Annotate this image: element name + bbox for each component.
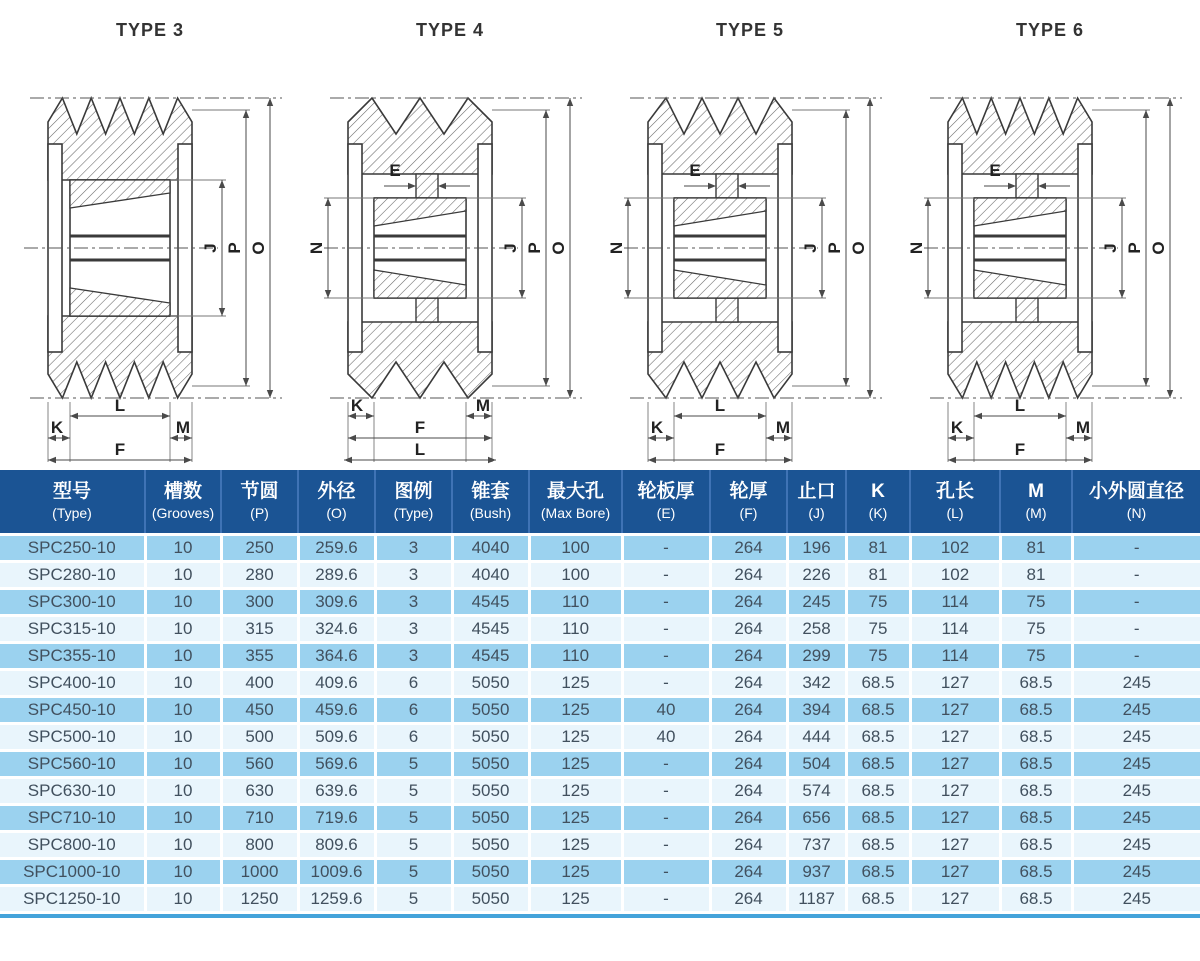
cell: SPC500-10	[0, 723, 145, 750]
cell: 110	[529, 642, 622, 669]
column-header: 锥套 (Bush)	[452, 470, 529, 534]
diagram-title: TYPE 3	[115, 20, 185, 40]
diagram-title: TYPE 4	[415, 20, 485, 40]
svg-text:L: L	[1014, 396, 1026, 415]
cell: 125	[529, 723, 622, 750]
cell: 245	[787, 588, 846, 615]
cell: 264	[710, 858, 787, 885]
pulley-diagram-type-4	[300, 0, 600, 470]
cell: 125	[529, 804, 622, 831]
cell: -	[622, 669, 710, 696]
cell: 264	[710, 642, 787, 669]
cell: 569.6	[298, 750, 375, 777]
cell: -	[622, 561, 710, 588]
cell: 75	[1000, 615, 1072, 642]
pulley-drawing-type-5	[600, 48, 900, 468]
cell: -	[622, 534, 710, 561]
cell: 125	[529, 777, 622, 804]
pulley-cross-section-drawing	[300, 48, 600, 468]
table-row	[0, 804, 1200, 831]
cell: 280	[221, 561, 298, 588]
cell: 1000	[221, 858, 298, 885]
cell: 114	[910, 588, 1000, 615]
svg-text:N: N	[607, 241, 626, 255]
cell: 300	[221, 588, 298, 615]
cell: 68.5	[846, 696, 910, 723]
cell: 81	[1000, 534, 1072, 561]
svg-text:O: O	[249, 241, 268, 255]
cell: 10	[145, 804, 221, 831]
cell: SPC710-10	[0, 804, 145, 831]
cell: SPC250-10	[0, 534, 145, 561]
cell: 81	[846, 561, 910, 588]
svg-text:E: E	[989, 161, 1001, 180]
cell: 75	[1000, 588, 1072, 615]
cell: 6	[375, 696, 452, 723]
cell: 125	[529, 885, 622, 912]
cell: 264	[710, 885, 787, 912]
svg-text:O: O	[1149, 241, 1168, 255]
cell: 264	[710, 777, 787, 804]
cell: 245	[1072, 858, 1200, 885]
pulley-drawing-type-6	[900, 48, 1200, 468]
cell: 5050	[452, 750, 529, 777]
cell: 264	[710, 804, 787, 831]
svg-text:N: N	[907, 241, 926, 255]
pulley-diagram-type-6	[900, 0, 1200, 470]
spec-table	[0, 470, 1200, 918]
cell: 68.5	[1000, 858, 1072, 885]
cell: 68.5	[846, 777, 910, 804]
cell: 68.5	[1000, 750, 1072, 777]
cell: 5050	[452, 723, 529, 750]
column-header: 轮板厚 (E)	[622, 470, 710, 534]
cell: 68.5	[1000, 669, 1072, 696]
cell: 324.6	[298, 615, 375, 642]
table-row	[0, 858, 1200, 885]
diagram-strip	[0, 0, 1200, 470]
pulley-spec-table	[0, 470, 1200, 914]
cell: 264	[710, 669, 787, 696]
cell: 1009.6	[298, 858, 375, 885]
cell: 40	[622, 723, 710, 750]
cell: 719.6	[298, 804, 375, 831]
column-header: 轮厚 (F)	[710, 470, 787, 534]
cell: 264	[710, 723, 787, 750]
cell: 68.5	[1000, 696, 1072, 723]
cell: -	[1072, 615, 1200, 642]
cell: 68.5	[846, 831, 910, 858]
cell: 5	[375, 831, 452, 858]
cell: -	[1072, 561, 1200, 588]
cell: 710	[221, 804, 298, 831]
cell: SPC280-10	[0, 561, 145, 588]
table-row	[0, 777, 1200, 804]
table-row	[0, 534, 1200, 561]
cell: -	[1072, 534, 1200, 561]
cell: 245	[1072, 669, 1200, 696]
table-row	[0, 561, 1200, 588]
cell: 299	[787, 642, 846, 669]
cell: -	[622, 615, 710, 642]
svg-text:P: P	[825, 242, 844, 254]
cell: 4545	[452, 615, 529, 642]
pulley-drawing-type-3	[0, 48, 300, 468]
svg-text:M: M	[1075, 418, 1091, 437]
cell: 10	[145, 561, 221, 588]
cell: 355	[221, 642, 298, 669]
cell: 10	[145, 615, 221, 642]
cell: SPC1000-10	[0, 858, 145, 885]
svg-text:N: N	[307, 241, 326, 255]
cell: 127	[910, 696, 1000, 723]
cell: 127	[910, 723, 1000, 750]
cell: SPC300-10	[0, 588, 145, 615]
cell: 250	[221, 534, 298, 561]
svg-text:M: M	[475, 396, 491, 415]
cell: 10	[145, 777, 221, 804]
cell: 114	[910, 642, 1000, 669]
cell: SPC1250-10	[0, 885, 145, 912]
cell: 1250	[221, 885, 298, 912]
cell: -	[622, 858, 710, 885]
cell: 5050	[452, 804, 529, 831]
cell: 81	[846, 534, 910, 561]
cell: 10	[145, 669, 221, 696]
cell: 4545	[452, 588, 529, 615]
column-header: 节圆 (P)	[221, 470, 298, 534]
cell: 258	[787, 615, 846, 642]
cell: 656	[787, 804, 846, 831]
cell: 5050	[452, 669, 529, 696]
cell: 125	[529, 831, 622, 858]
cell: 226	[787, 561, 846, 588]
cell: 5	[375, 750, 452, 777]
cell: 10	[145, 696, 221, 723]
cell: 5050	[452, 696, 529, 723]
cell: 5	[375, 858, 452, 885]
table-row	[0, 588, 1200, 615]
cell: 68.5	[846, 885, 910, 912]
cell: 1187	[787, 885, 846, 912]
cell: 125	[529, 669, 622, 696]
cell: SPC450-10	[0, 696, 145, 723]
cell: 127	[910, 777, 1000, 804]
cell: 459.6	[298, 696, 375, 723]
svg-text:K: K	[350, 396, 364, 415]
cell: 364.6	[298, 642, 375, 669]
cell: 68.5	[846, 750, 910, 777]
cell: 68.5	[846, 804, 910, 831]
cell: 75	[1000, 642, 1072, 669]
column-header: 小外圆直径 (N)	[1072, 470, 1200, 534]
cell: 259.6	[298, 534, 375, 561]
cell: 40	[622, 696, 710, 723]
cell: 500	[221, 723, 298, 750]
cell: 10	[145, 588, 221, 615]
cell: 309.6	[298, 588, 375, 615]
cell: 5050	[452, 858, 529, 885]
cell: -	[1072, 642, 1200, 669]
svg-text:M: M	[175, 418, 191, 437]
cell: 125	[529, 750, 622, 777]
cell: -	[1072, 588, 1200, 615]
svg-text:M: M	[775, 418, 791, 437]
cell: 264	[710, 561, 787, 588]
svg-text:L: L	[714, 396, 726, 415]
column-header: 止口 (J)	[787, 470, 846, 534]
cell: 245	[1072, 696, 1200, 723]
cell: 68.5	[846, 858, 910, 885]
table-row	[0, 831, 1200, 858]
pulley-drawing-type-4	[300, 48, 600, 468]
cell: 264	[710, 831, 787, 858]
cell: 110	[529, 615, 622, 642]
cell: 5	[375, 777, 452, 804]
cell: -	[622, 588, 710, 615]
pulley-diagram-type-5	[600, 0, 900, 470]
cell: 289.6	[298, 561, 375, 588]
cell: 800	[221, 831, 298, 858]
cell: 245	[1072, 777, 1200, 804]
cell: 809.6	[298, 831, 375, 858]
cell: 394	[787, 696, 846, 723]
cell: -	[622, 642, 710, 669]
cell: 937	[787, 858, 846, 885]
cell: 75	[846, 642, 910, 669]
svg-text:K: K	[950, 418, 964, 437]
cell: SPC355-10	[0, 642, 145, 669]
cell: 315	[221, 615, 298, 642]
cell: 3	[375, 561, 452, 588]
cell: 245	[1072, 831, 1200, 858]
svg-text:L: L	[414, 440, 426, 459]
cell: 4040	[452, 534, 529, 561]
cell: 10	[145, 858, 221, 885]
cell: 4545	[452, 642, 529, 669]
svg-text:J: J	[201, 243, 220, 253]
cell: 127	[910, 804, 1000, 831]
svg-text:O: O	[549, 241, 568, 255]
cell: 245	[1072, 804, 1200, 831]
cell: 6	[375, 669, 452, 696]
cell: 5050	[452, 777, 529, 804]
cell: 10	[145, 831, 221, 858]
svg-text:E: E	[389, 161, 401, 180]
column-header: 槽数 (Grooves)	[145, 470, 221, 534]
cell: 264	[710, 534, 787, 561]
cell: 504	[787, 750, 846, 777]
cell: 75	[846, 588, 910, 615]
column-header: 外径 (O)	[298, 470, 375, 534]
cell: 574	[787, 777, 846, 804]
cell: 409.6	[298, 669, 375, 696]
cell: 125	[529, 858, 622, 885]
cell: 68.5	[846, 723, 910, 750]
table-row	[0, 750, 1200, 777]
cell: 3	[375, 615, 452, 642]
cell: 264	[710, 588, 787, 615]
column-header: 图例 (Type)	[375, 470, 452, 534]
cell: 10	[145, 723, 221, 750]
diagram-title: TYPE 6	[1015, 20, 1085, 40]
table-row	[0, 615, 1200, 642]
cell: -	[622, 750, 710, 777]
cell: 4040	[452, 561, 529, 588]
svg-text:P: P	[525, 242, 544, 254]
cell: 6	[375, 723, 452, 750]
cell: SPC630-10	[0, 777, 145, 804]
svg-text:O: O	[849, 241, 868, 255]
cell: 5	[375, 804, 452, 831]
cell: 5050	[452, 831, 529, 858]
svg-text:J: J	[501, 243, 520, 253]
svg-text:F: F	[114, 440, 126, 459]
cell: -	[622, 777, 710, 804]
pulley-cross-section-drawing	[600, 48, 900, 468]
cell: 10	[145, 885, 221, 912]
header-row	[0, 470, 1200, 534]
svg-text:K: K	[650, 418, 664, 437]
cell: 100	[529, 561, 622, 588]
cell: 630	[221, 777, 298, 804]
column-header: 最大孔 (Max Bore)	[529, 470, 622, 534]
column-header: M (M)	[1000, 470, 1072, 534]
svg-text:J: J	[801, 243, 820, 253]
cell: 5	[375, 885, 452, 912]
pulley-diagram-type-3	[0, 0, 300, 470]
table-row	[0, 723, 1200, 750]
diagram-title: TYPE 5	[715, 20, 785, 40]
cell: 10	[145, 642, 221, 669]
cell: 10	[145, 750, 221, 777]
cell: 68.5	[1000, 777, 1072, 804]
column-header: 型号 (Type)	[0, 470, 145, 534]
cell: 127	[910, 669, 1000, 696]
svg-text:E: E	[689, 161, 701, 180]
cell: 264	[710, 615, 787, 642]
cell: 75	[846, 615, 910, 642]
cell: 264	[710, 750, 787, 777]
cell: 68.5	[846, 669, 910, 696]
cell: 68.5	[1000, 885, 1072, 912]
cell: 450	[221, 696, 298, 723]
cell: 3	[375, 588, 452, 615]
cell: 196	[787, 534, 846, 561]
table-row	[0, 669, 1200, 696]
cell: 127	[910, 858, 1000, 885]
cell: SPC315-10	[0, 615, 145, 642]
cell: 127	[910, 750, 1000, 777]
cell: 509.6	[298, 723, 375, 750]
cell: -	[622, 804, 710, 831]
cell: 3	[375, 534, 452, 561]
svg-text:P: P	[1125, 242, 1144, 254]
cell: 737	[787, 831, 846, 858]
svg-text:K: K	[50, 418, 64, 437]
cell: 114	[910, 615, 1000, 642]
svg-text:L: L	[114, 396, 126, 415]
cell: 3	[375, 642, 452, 669]
cell: 245	[1072, 723, 1200, 750]
cell: 264	[710, 696, 787, 723]
column-header: 孔长 (L)	[910, 470, 1000, 534]
cell: 245	[1072, 885, 1200, 912]
table-row	[0, 642, 1200, 669]
cell: 102	[910, 534, 1000, 561]
table-row	[0, 696, 1200, 723]
cell: -	[622, 885, 710, 912]
svg-text:F: F	[714, 440, 726, 459]
svg-text:F: F	[1014, 440, 1026, 459]
cell: 1259.6	[298, 885, 375, 912]
cell: 102	[910, 561, 1000, 588]
pulley-cross-section-drawing	[0, 48, 300, 468]
cell: 127	[910, 885, 1000, 912]
column-header: K (K)	[846, 470, 910, 534]
cell: -	[622, 831, 710, 858]
cell: SPC800-10	[0, 831, 145, 858]
svg-text:P: P	[225, 242, 244, 254]
cell: 100	[529, 534, 622, 561]
cell: SPC560-10	[0, 750, 145, 777]
cell: 5050	[452, 885, 529, 912]
cell: 68.5	[1000, 831, 1072, 858]
cell: SPC400-10	[0, 669, 145, 696]
cell: 444	[787, 723, 846, 750]
cell: 127	[910, 831, 1000, 858]
cell: 342	[787, 669, 846, 696]
pulley-cross-section-drawing	[900, 48, 1200, 468]
cell: 560	[221, 750, 298, 777]
svg-text:F: F	[414, 418, 426, 437]
cell: 639.6	[298, 777, 375, 804]
cell: 68.5	[1000, 723, 1072, 750]
cell: 125	[529, 696, 622, 723]
cell: 10	[145, 534, 221, 561]
cell: 81	[1000, 561, 1072, 588]
cell: 400	[221, 669, 298, 696]
cell: 68.5	[1000, 804, 1072, 831]
table-row	[0, 885, 1200, 912]
svg-text:J: J	[1101, 243, 1120, 253]
cell: 245	[1072, 750, 1200, 777]
cell: 110	[529, 588, 622, 615]
